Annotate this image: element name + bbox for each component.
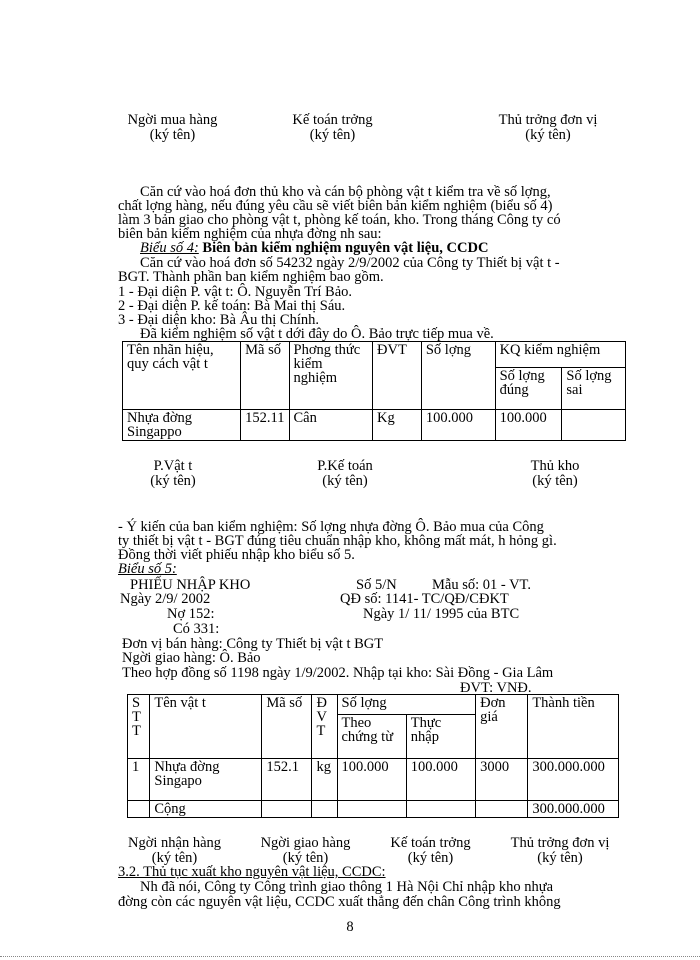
signature-receiver [112, 836, 237, 866]
cell-name: Nhựa đờng Singapo [150, 759, 262, 801]
form5-decision: QĐ số: 1141- TC/QĐ/CĐKT [340, 591, 509, 607]
signature-sub: (ký tên) [322, 473, 368, 489]
signature-sub: (ký tên) [537, 850, 583, 866]
th-doc: Theo chứng từ [337, 715, 406, 759]
cell-price: 3000 [476, 759, 528, 801]
signature-chief-accountant [270, 113, 395, 143]
signature-unit-head-2 [490, 836, 630, 866]
signature-chief-accountant-2 [373, 836, 488, 866]
form5-number: Số 5/N [356, 577, 397, 593]
cell-sum-label: Cộng [150, 801, 262, 818]
table-sum-row [128, 801, 619, 818]
th-unit: Đ V T [312, 695, 337, 759]
cell-unit: Kg [373, 410, 422, 441]
cell-code: 152.11 [241, 410, 289, 441]
cell-name: Nhựa đờng Singappo [123, 410, 241, 441]
cell-total: 300.000.000 [528, 759, 619, 801]
cell-ok: 100.000 [495, 410, 562, 441]
cell-code: 152.1 [262, 759, 312, 801]
signature-sub: (ký tên) [282, 850, 329, 866]
form5-contract: Theo hợp đồng số 1198 ngày 1/9/2002. Nhập tại kho: Sài Đồng - Gia Lâm [122, 665, 554, 681]
para1-line: Căn cứ vào hoá đơn thủ kho và cán bộ phòng vật t kiểm tra về số lợng, [140, 184, 551, 200]
signature-accounting [290, 459, 400, 489]
th-bad: Số lợng sai [562, 368, 626, 410]
receipt-table [127, 694, 619, 818]
signature-role: Thủ kho [530, 458, 580, 474]
table-row [128, 759, 619, 801]
section-heading: 3.2. Thủ tục xuất kho nguyên vật liệu, CCDC: [118, 864, 386, 880]
form5-date: Ngày 2/9/ 2002 [120, 591, 211, 607]
form4-line: 2 - Đại diện P. kế toán: Bà Mai thị Sáu. [118, 298, 346, 314]
cell-bad [562, 410, 626, 441]
th-ok: Số lợng đúng [495, 368, 562, 410]
signature-supply [118, 459, 228, 489]
cell-method: Cân [289, 410, 373, 441]
th-code: Mã số [262, 695, 312, 759]
cell-stt: 1 [128, 759, 150, 801]
form5-title: PHIẾU NHẬP KHO [130, 577, 251, 593]
form5-seller: Đơn vị bán hàng: Công ty Thiết bị vật t BGT [122, 636, 384, 652]
signature-role: Kế toán trởng [292, 112, 373, 128]
th-price: Đơn giá [476, 695, 528, 759]
form5-credit: Có 331: [173, 621, 220, 637]
th-result: KQ kiểm nghiệm [495, 342, 625, 368]
th-stt: S T T [128, 695, 150, 759]
form4-label: Biểu số 4: [140, 240, 199, 256]
para1-line: biên bản kiểm nghiệm của nhựa đờng nh sau: [118, 226, 382, 242]
signature-role: P.Kế toán [317, 458, 373, 474]
signature-sub: (ký tên) [309, 127, 356, 143]
para3-line: đờng còn các nguyên vật liệu, CCDC xuất thẳng đến chân Công trình không [118, 894, 561, 910]
th-qty: Số lợng [421, 342, 495, 410]
form5-currency: ĐVT: VNĐ. [460, 680, 532, 696]
signature-role: P.Vật t [153, 458, 193, 474]
form5-deliverer: Ngời giao hàng: Ô. Bảo [122, 650, 261, 666]
inspection-table [122, 341, 626, 441]
signature-sub: (ký tên) [532, 473, 578, 489]
table-row [123, 410, 626, 441]
cell-actual: 100.000 [406, 759, 475, 801]
th-total: Thành tiền [528, 695, 619, 759]
page-edge [0, 956, 700, 957]
th-code: Mã số [241, 342, 289, 410]
para2-line: ty thiết bị vật t - BGT đúng tiêu chuẩn nhập kho, không mất mát, h hỏng gì. [118, 533, 557, 549]
cell-qty: 100.000 [421, 410, 495, 441]
signature-role: Thủ trởng đơn vị [498, 112, 598, 128]
signature-deliverer [243, 836, 368, 866]
signature-role: Thủ trởng đơn vị [510, 835, 610, 851]
para2-line: Đồng thời viết phiếu nhập kho biểu số 5. [118, 547, 355, 563]
form4-line: 1 - Đại diện P. vật t: Ô. Nguyễn Trí Bảo. [118, 284, 353, 300]
form4-line: BGT. Thành phần ban kiểm nghiệm bao gồm. [118, 269, 384, 285]
form5-form-no: Mẫu số: 01 - VT. [432, 577, 531, 593]
page-number: 8 [346, 919, 354, 935]
para2-line: - Ý kiến của ban kiểm nghiệm: Số lợng nhựa đờng Ô. Bảo mua của Công [118, 519, 544, 535]
th-method: Phơng thức kiểm nghiệm [289, 342, 373, 410]
th-qty: Số lợng [337, 695, 476, 715]
form5-debit: Nợ 152: [167, 606, 215, 622]
signature-sub: (ký tên) [151, 850, 198, 866]
form5-label: Biểu số 5: [118, 561, 177, 577]
form4-title: Biên bản kiểm nghiệm nguyên vật liệu, CCDC [198, 240, 489, 256]
cell-doc: 100.000 [337, 759, 406, 801]
signature-role: Ngời nhận hàng [127, 835, 222, 851]
signature-role: Kế toán trởng [390, 835, 471, 851]
form4-heading [140, 241, 488, 256]
th-name: Tên nhãn hiệu, quy cách vật t [123, 342, 241, 410]
cell-unit: kg [312, 759, 337, 801]
signature-storekeeper [500, 459, 610, 489]
form4-line: 3 - Đại diện kho: Bà Âu thị Chính. [118, 312, 319, 328]
signature-sub: (ký tên) [150, 473, 196, 489]
para3-line: Nh đã nói, Công ty Công trình giao thông 1 Hà Nội Chỉ nhập kho nhựa [140, 879, 554, 895]
para1-line: chất lợng hàng, nếu đúng yêu cầu sẽ viết biên bản kiểm nghiệm (biểu số 4) [118, 198, 553, 214]
signature-sub: (ký tên) [149, 127, 196, 143]
th-actual: Thực nhập [406, 715, 475, 759]
form5-decision-date: Ngày 1/ 11/ 1995 của BTC [363, 606, 520, 622]
signature-sub: (ký tên) [407, 850, 454, 866]
form4-line: Đã kiểm nghiệm số vật t dới đây do Ô. Bảo trực tiếp mua về. [140, 326, 494, 342]
signature-role: Ngời giao hàng [260, 835, 351, 851]
signature-buyer [110, 113, 235, 143]
th-unit: ĐVT [373, 342, 422, 410]
para1-line: làm 3 bản giao cho phòng vật t, phòng kế toán, kho. Trong tháng Công ty có [118, 212, 561, 228]
signature-role: Ngời mua hàng [127, 112, 218, 128]
signature-sub: (ký tên) [525, 127, 571, 143]
signature-unit-head [478, 113, 618, 143]
th-name: Tên vật t [150, 695, 262, 759]
form4-line: Căn cứ vào hoá đơn số 54232 ngày 2/9/2002 của Công ty Thiết bị vật t - [140, 255, 560, 271]
cell-sum-total: 300.000.000 [528, 801, 619, 818]
